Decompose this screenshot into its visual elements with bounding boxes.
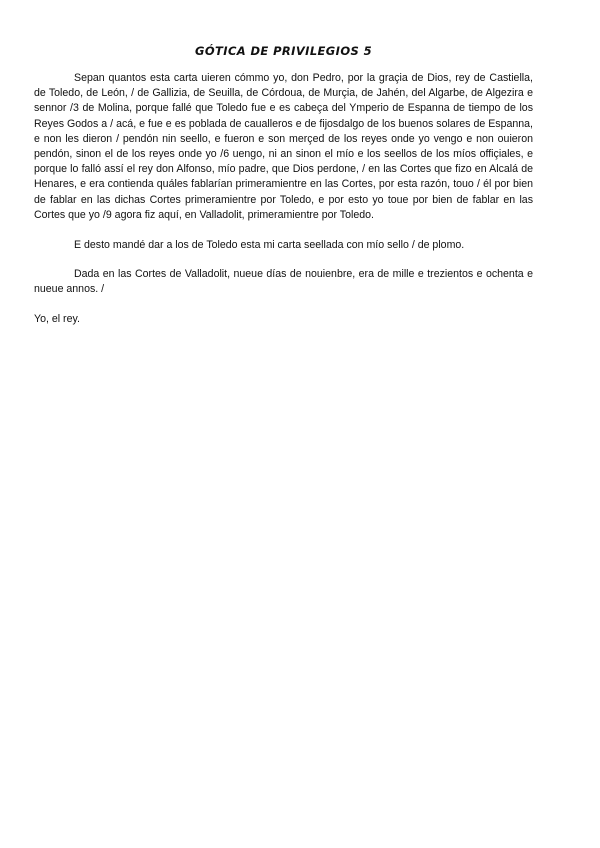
body-paragraph-1: Sepan quantos esta carta uieren cómmo yo, don Pedro, por la graçia de Dios, rey de Castiella, de Toledo, de León, / de Gallizia, de Seuilla, de Córdoua, de Murçia, de Jahén, del Algarbe, de Algezira e sennor /3 de Molina, porque fallé que Toledo fue e es cabeça del Ymperio de Espanna de tiempo de los Reyes Godos a / acá, e fue e es poblada de caualleros e de fijosdalgo de los buenos solares de Espanna, e non les dieron / pendón nin seello, e fueron e son merçed de los reyes onde yo vengo e non ouieron pendón, sinon el de los reyes onde yo /6 uengo, ni an sinon el mío e los seellos de los míos offiçiales, e porque lo falló assí el rey don Alfonso, mío padre, que Dios perdone, / en las Cortes que fizo en Alcalá de Henares, e era contienda quáles fablarían primeramientre en las Cortes, por esta razón, touo / él por bien de fablar en las dichas Cortes primeramientre por Toledo, e por esto yo toue por bien de fablar en las Cortes que yo /9 agora fiz aquí, en Valladolit, primeramientre por Toledo. (34, 72, 533, 221)
signature-line: Yo, el rey. (34, 312, 80, 325)
body-paragraph-3: Dada en las Cortes de Valladolit, nueue días de nouienbre, era de mille e trezientos e ochenta e nueue annos. / (34, 268, 533, 296)
document-title: GÓTICA DE PRIVILEGIOS 5 (195, 44, 372, 58)
body-paragraph-2: E desto mandé dar a los de Toledo esta mi carta seellada con mío sello / de plomo. (74, 239, 465, 252)
